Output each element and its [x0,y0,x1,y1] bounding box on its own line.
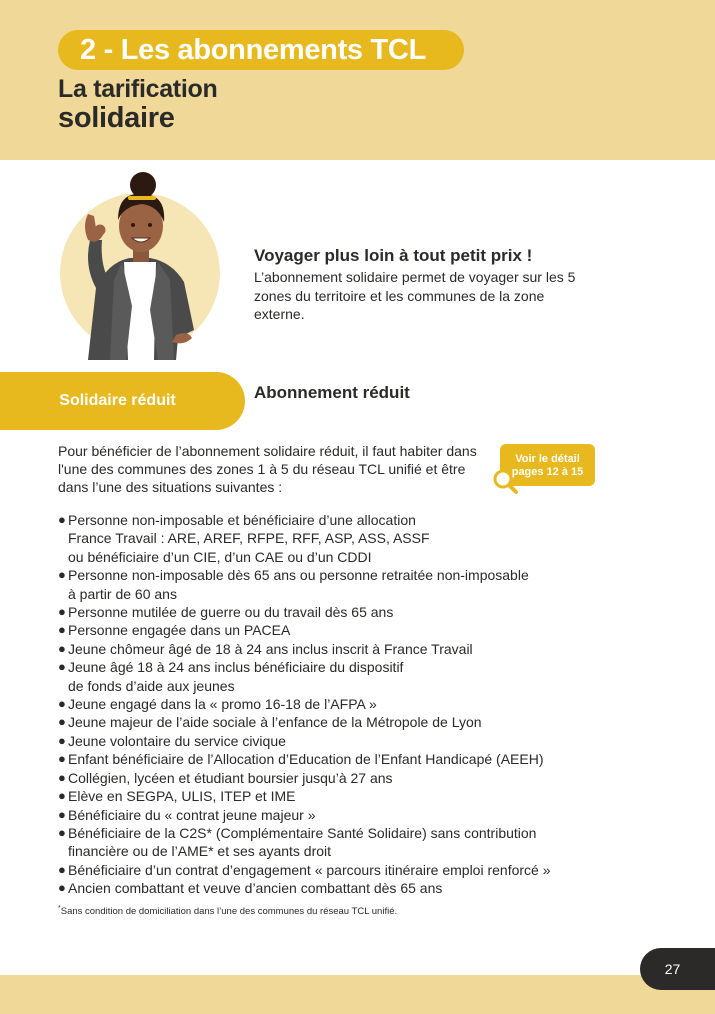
list-item: ● Bénéficiaire du « contrat jeune majeur » [58,806,316,823]
page-title-line1: La tarification [58,75,218,103]
page-title-line2: solidaire [58,102,175,134]
list-item: ● Bénéficiaire de la C2S* (Complémentaire Santé Solidaire) sans contribution financière ou de l’AME* et ses ayants droit [58,824,537,860]
list-item: ● Personne mutilée de guerre ou du travail dès 65 ans [58,604,394,621]
list-item: ● Personne non-imposable et bénéficiaire d’une allocation France Travail : ARE, AREF, RFPE, RFF, ASP, ASS, ASSF ou bénéficiaire d’un CIE, d’un CAE ou d’un CDDI [58,512,430,565]
intro-title: Voyager plus loin à tout petit prix ! [254,246,533,265]
list-item: ● Personne engagée dans un PACEA [58,622,291,639]
solidaire-reduit-tag: Solidaire réduit [0,372,245,430]
footer-band [0,975,715,1014]
list-item: ● Ancien combattant et veuve d’ancien combattant dès 65 ans [58,880,443,897]
list-item: ● Bénéficiaire d’un contrat d’engagement « parcours itinéraire emploi renforcé » [58,861,551,878]
list-item: ● Jeune chômeur âgé de 18 à 24 ans inclus inscrit à France Travail [58,640,473,657]
woman-illustration [58,170,223,360]
list-item: ● Jeune majeur de l’aide sociale à l’enfance de la Métropole de Lyon [58,714,482,731]
list-item: ● Elève en SEGPA, ULIS, ITEP et IME [58,788,296,805]
subscription-title: Abonnement réduit [254,383,410,402]
page-number: 27 [640,948,715,990]
footnote-text: Sans condition de domiciliation dans l’une des communes du réseau TCL unifié. [60,906,398,918]
callout-line1: Voir le détail [515,453,580,465]
footnote-marker: * [58,905,61,912]
intro-text: L’abonnement solidaire permet de voyager sur les 5 zones du territoire et les communes de la zone externe. [254,269,576,322]
section-label: 2 - Les abonnements TCL [58,30,464,70]
magnifier-icon [492,468,518,494]
list-item: ● Enfant bénéficiaire de l’Allocation d’Education de l’Enfant Handicapé (AEEH) [58,751,544,768]
eligibility-list [58,511,618,898]
list-item: ● Jeune volontaire du service civique [58,732,286,749]
list-item: ● Personne non-imposable dès 65 ans ou personne retraitée non-imposable à partir de 60 ans [58,567,529,602]
callout-line2: pages 12 à 15 [511,466,584,478]
footnote [58,905,397,917]
list-item: ● Jeune engagé dans la « promo 16-18 de l’AFPA » [58,696,377,713]
eligibility-paragraph: Pour bénéficier de l’abonnement solidaire réduit, il faut habiter dans l'une des communes des zones 1 à 5 du réseau TCL unifié et être dans l’une des situations suivantes : [58,443,477,495]
list-item: ● Jeune âgé 18 à 24 ans inclus bénéficiaire du dispositif de fonds d’aide aux jeunes [58,659,404,694]
list-item: ● Collégien, lycéen et étudiant boursier jusqu’à 27 ans [58,769,393,786]
